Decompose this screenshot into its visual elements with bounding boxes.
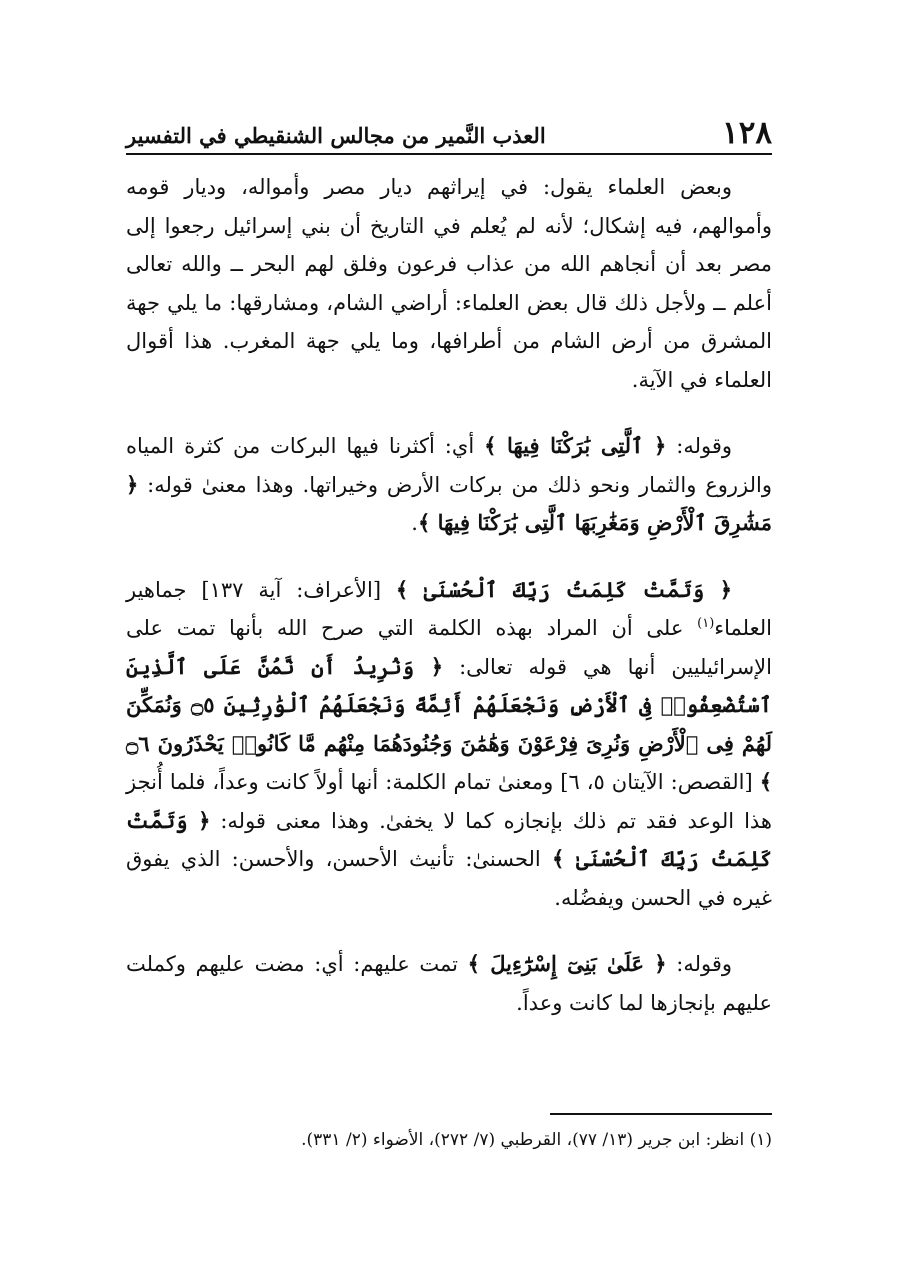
page-header: [126, 108, 772, 150]
paragraph-4-text-1: وقوله:: [666, 952, 733, 976]
paragraph-4-text-2: تمت عليهم: أي: مضت عليهم وكملت عليهم بإنجازها لما كانت وعداً.: [126, 952, 772, 1015]
page-number: ١٢٨: [722, 115, 772, 151]
page-body: [126, 168, 772, 1022]
quran-verse: ﴿ ٱلَّتِى بَٰرَكْنَا فِيهَا ﴾: [484, 433, 667, 458]
header-rule: [126, 153, 772, 155]
quran-verse: ﴿ وَنُرِيدُ أَن نَّمُنَّ عَلَى ٱلَّذِينَ ٱسْتُضْعِفُوا۟ فِى ٱلْأَرْضِ وَنَجْعَلَهُمْ أَئِمَّةً وَنَجْعَلَهُمُ ٱلْوَٰرِثِينَ ۝٥ وَنُمَكِّنَ لَهُمْ فِى ٱلْأَرْضِ وَنُرِىَ فِرْعَوْنَ وَهَٰمَٰنَ وَجُنُودَهُمَا مِنْهُم مَّا كَانُوا۟ يَحْذَرُونَ ۝٦ ﴾: [126, 653, 772, 794]
paragraph-3: [126, 571, 772, 918]
paragraph-3-text-3: [القصص: الآيتان ٥، ٦] ومعنىٰ تمام الكلمة: أنها أولاً كانت وعداً، فلما أُنجز هذا الوعد فقد تم ذلك بإنجازه كما لا يخفىٰ. وهذا معنى قوله:: [126, 770, 773, 833]
paragraph-3-text-4: الحسنىٰ: تأنيث الأحسن، والأحسن: الذي يفوق غيره في الحسن ويفضُله.: [126, 847, 772, 910]
quran-verse: ﴿ عَلَىٰ بَنِىٓ إِسْرَٰٓءِيلَ ﴾: [467, 951, 667, 976]
paragraph-1: وبعض العلماء يقول: في إيراثهم ديار مصر وأمواله، وديار قومه وأموالهم، فيه إشكال؛ لأنه لم يُعلم في التاريخ أن بني إسرائيل رجعوا إلى مصر بعد أن أنجاهم الله من عذاب فرعون وفلق لهم البحر ــ والله تعالى أعلم ــ ولأجل ذلك قال بعض العلماء: أراضي الشام، ومشارقها: ما يلي جهة المشرق من أرض الشام من أطرافها، وما يلي جهة المغرب. هذا أقوال العلماء في الآية.: [126, 175, 772, 392]
paragraph-4: [126, 945, 772, 1022]
paragraph-3-text-2: على أن المراد بهذه الكلمة التي صرح الله بأنها تمت على الإسرائيليين أنها هي قوله تعالى:: [126, 616, 772, 679]
footnote-reference[interactable]: (١): [697, 616, 715, 631]
quran-verse: ﴿ مَشَٰرِقَ ٱلْأَرْضِ وَمَغَٰرِبَهَا ٱلَّتِى بَٰرَكْنَا فِيهَا ﴾: [126, 471, 772, 535]
running-title: العذب النَّمير من مجالس الشنقيطي في التفسير: [126, 123, 546, 148]
paragraph-3-text-1: [الأعراف: آية ١٣٧] جماهير العلماء: [126, 577, 772, 640]
quran-verse: ﴿ وَتَمَّتْ كَلِمَتُ رَبِّكَ ٱلْحُسْنَىٰ ﴾: [126, 807, 772, 871]
paragraph-2-text-1: وقوله:: [666, 434, 733, 458]
footnote: (١) انظر: ابن جرير (١٣/ ٧٧)، القرطبي (٧/ ٢٧٢)، الأضواء (٢/ ٣٣١).: [301, 1130, 772, 1150]
paragraph-2-text-2: أي: أكثرنا فيها البركات من كثرة المياه والزروع والثمار ونحو ذلك من بركات الأرض وخيراتها. وهذا معنىٰ قوله:: [126, 434, 772, 497]
footnote-separator: [550, 1113, 772, 1115]
paragraph-2: [126, 427, 772, 543]
paragraph-2-text-3: .: [411, 511, 418, 535]
quran-verse: ﴿ وَتَمَّتْ كَلِمَتُ رَبِّكَ ٱلْحُسْنَىٰ ﴾: [395, 576, 733, 602]
